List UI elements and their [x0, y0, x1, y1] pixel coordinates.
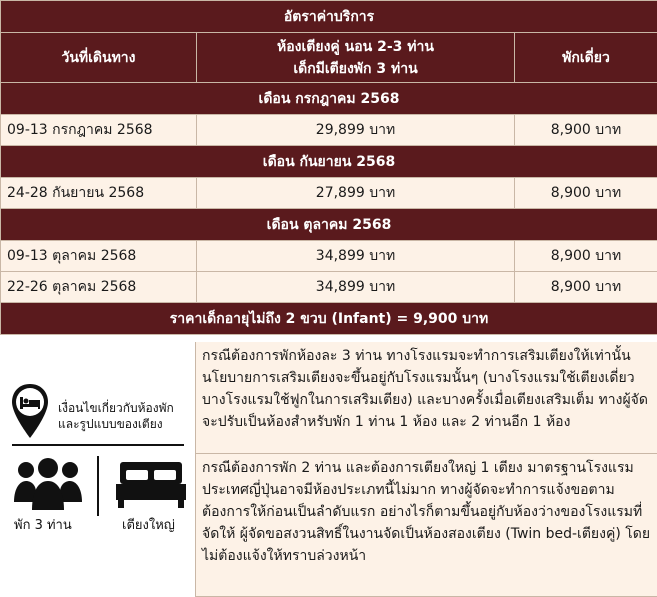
row-single: 8,900 บาท [515, 241, 657, 272]
row-single: 8,900 บาท [515, 178, 657, 209]
room-conditions [0, 342, 657, 597]
month-header: เดือน กรกฎาคม 2568 [1, 83, 657, 115]
table-title: อัตราค่าบริการ [1, 1, 657, 33]
row-date: 22-26 ตุลาคม 2568 [1, 272, 197, 303]
map-pin-bed-icon [10, 382, 50, 440]
month-header: เดือน ตุลาคม 2568 [1, 209, 657, 241]
row-price: 29,899 บาท [197, 115, 515, 146]
conditions-label-line2: และรูปแบบของเตียง [58, 417, 163, 431]
conditions-icon-label [58, 400, 174, 432]
bed-label: เตียงใหญ่ [122, 518, 175, 533]
divider [12, 444, 184, 446]
row-price: 34,899 บาท [197, 241, 515, 272]
col-single-header: พักเดี่ยว [515, 33, 657, 83]
conditions-label-line1: เงื่อนไขเกี่ยวกับห้องพัก [58, 401, 174, 415]
table-row [1, 115, 657, 146]
divider [97, 456, 99, 516]
double-bed-icon [116, 460, 186, 510]
row-date: 09-13 ตุลาคม 2568 [1, 241, 197, 272]
row-single: 8,900 บาท [515, 115, 657, 146]
row-price: 34,899 บาท [197, 272, 515, 303]
table-row [1, 178, 657, 209]
col-room-line1: ห้องเตียงคู่ นอน 2-3 ท่าน [277, 38, 434, 55]
row-date: 24-28 กันยายน 2568 [1, 178, 197, 209]
col-room-header [197, 33, 515, 83]
month-header: เดือน กันยายน 2568 [1, 146, 657, 178]
col-date-header: วันที่เดินทาง [1, 33, 197, 83]
conditions-notes [196, 342, 657, 597]
table-row [1, 272, 657, 303]
conditions-icon-panel [0, 342, 196, 597]
infant-price: ราคาเด็กอายุไม่ถึง 2 ขวบ (Infant) = 9,900 บาท [1, 303, 657, 335]
row-date: 09-13 กรกฎาคม 2568 [1, 115, 197, 146]
row-single: 8,900 บาท [515, 272, 657, 303]
col-room-line2: เด็กมีเตียงพัก 3 ท่าน [293, 60, 418, 77]
people-label: พัก 3 ท่าน [14, 518, 72, 533]
note-triple-room: กรณีต้องการพักห้องละ 3 ท่าน ทางโรงแรมจะทำการเสริมเตียงให้เท่านั้น นโยบายการเสริมเตียงจะขึ้นอยู่กับโรงแรมนั้นๆ (บางโรงแรมใช้เตียงเดี่ยว บางโรงแรมใช้ฟูกในการเสริมเตียง) และบางครั้งเมื่อเตียงเสริมเต็ม ทางผู้จัดจะปรับเป็นห้องสำหรับพัก 1 ท่าน 1 ห้อง และ 2 ท่านอีก 1 ห้อง [196, 342, 657, 454]
row-price: 27,899 บาท [197, 178, 515, 209]
note-double-bed: กรณีต้องการพัก 2 ท่าน และต้องการเตียงใหญ่ 1 เตียง มาตรฐานโรงแรมประเทศญี่ปุ่นอาจมีห้องประเภทนี้ไม่มาก ทางผู้จัดจะทำการแจ้งขอตามต้องการให้ก่อนเป็นลำดับแรก อย่างไรก็ตามขึ้นอยู่กับห้องว่างของโรงแรมที่จัดให้ ผู้จัดขอสงวนสิทธิ์ในงานจัดเป็นห้องสองเตียง (Twin bed-เตียงคู่) โดยไม่ต้องแจ้งให้ทราบล่วงหน้า [196, 454, 657, 597]
people-group-icon [12, 456, 84, 512]
table-row [1, 241, 657, 272]
